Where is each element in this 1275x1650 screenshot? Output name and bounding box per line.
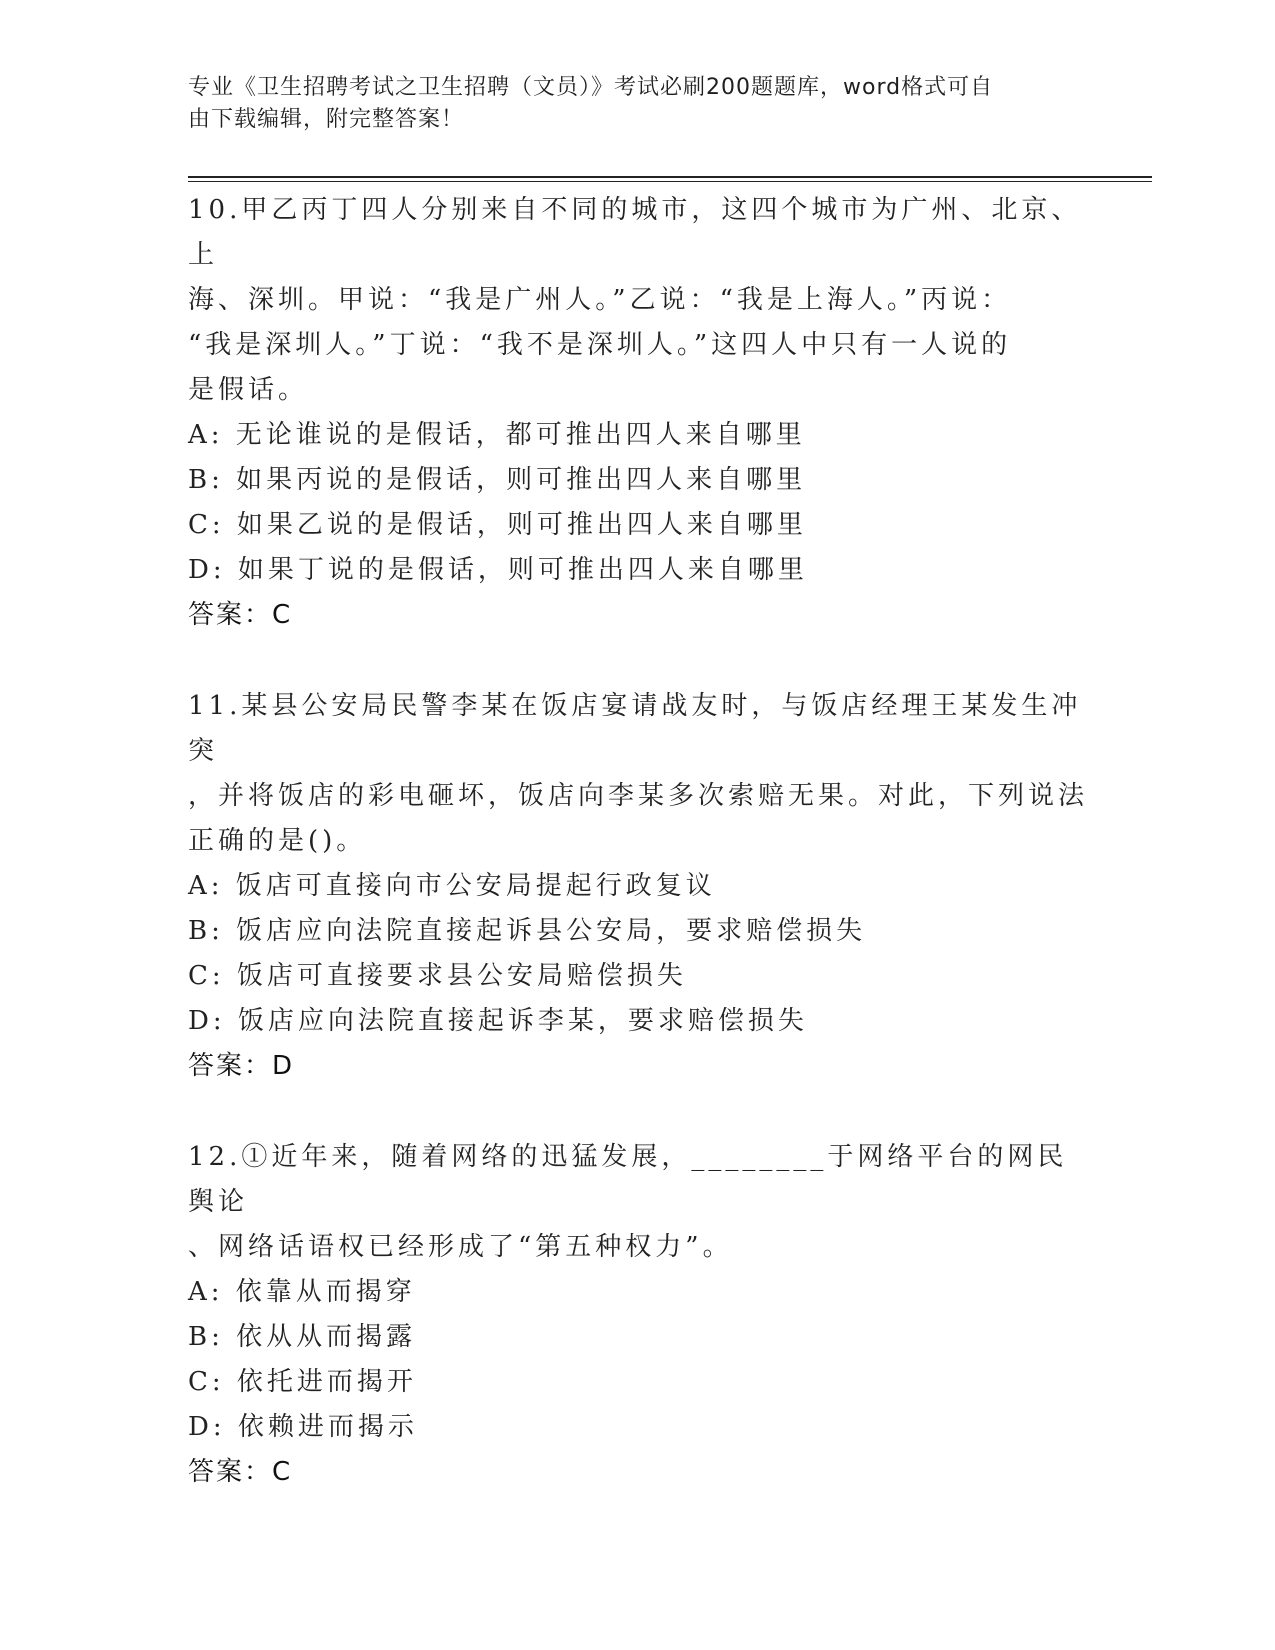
question-11 (188, 684, 1088, 1089)
question-stem-line: 10.甲乙丙丁四人分别来自不同的城市，这四个城市为广州、北京、上 (188, 195, 1082, 270)
option-d: D: 依赖进而揭示 (188, 1412, 418, 1442)
header-line-2: 由下载编辑，附完整答案！ (188, 107, 465, 132)
option-c: C: 如果乙说的是假话，则可推出四人来自哪里 (188, 510, 807, 540)
question-stem-line: 11.某县公安局民警李某在饭店宴请战友时，与饭店经理王某发生冲突 (188, 691, 1082, 766)
option-c: C: 依托进而揭开 (188, 1367, 417, 1397)
option-b: B: 如果丙说的是假话，则可推出四人来自哪里 (188, 465, 807, 495)
option-c: C: 饭店可直接要求县公安局赔偿损失 (188, 961, 687, 991)
question-stem (188, 1135, 1088, 1270)
question-stem-line: 正确的是()。 (188, 826, 367, 856)
header-divider-thick (188, 176, 1152, 178)
question-stem-line: ，并将饭店的彩电砸坏，饭店向李某多次索赔无果。对此，下列说法 (188, 781, 1089, 811)
option-a: A: 饭店可直接向市公安局提起行政复议 (188, 871, 716, 901)
question-stem-line: 是假话。 (188, 375, 309, 405)
question-10 (188, 188, 1088, 638)
option-a: A: 依靠从而揭穿 (188, 1277, 416, 1307)
question-stem (188, 188, 1088, 413)
question-12 (188, 1135, 1088, 1495)
question-stem-line: 海、深圳。甲说：“我是广州人。”乙说：“我是上海人。”丙说： (188, 285, 1012, 315)
document-header (188, 72, 1068, 136)
header-line-1: 专业《卫生招聘考试之卫生招聘（文员）》考试必刷200题题库，word格式可自 (188, 75, 994, 100)
answer-line: 答案：C (188, 600, 293, 630)
option-b: B: 依从从而揭露 (188, 1322, 417, 1352)
option-a: A: 无论谁说的是假话，都可推出四人来自哪里 (188, 420, 806, 450)
question-list (188, 188, 1088, 1541)
option-d: D: 饭店应向法院直接起诉李某，要求赔偿损失 (188, 1006, 808, 1036)
answer-line: 答案：D (188, 1051, 295, 1081)
header-divider-thin (188, 181, 1152, 182)
answer-line: 答案：C (188, 1457, 293, 1487)
option-b: B: 饭店应向法院直接起诉县公安局，要求赔偿损失 (188, 916, 867, 946)
question-stem-line: 、网络话语权已经形成了“第五种权力”。 (188, 1232, 733, 1262)
option-d: D: 如果丁说的是假话，则可推出四人来自哪里 (188, 555, 808, 585)
question-stem (188, 684, 1088, 864)
question-stem-line: “我是深圳人。”丁说：“我不是深圳人。”这四人中只有一人说的 (188, 330, 1012, 360)
question-stem-line: 12.①近年来，随着网络的迅猛发展，________于网络平台的网民舆论 (188, 1142, 1068, 1217)
